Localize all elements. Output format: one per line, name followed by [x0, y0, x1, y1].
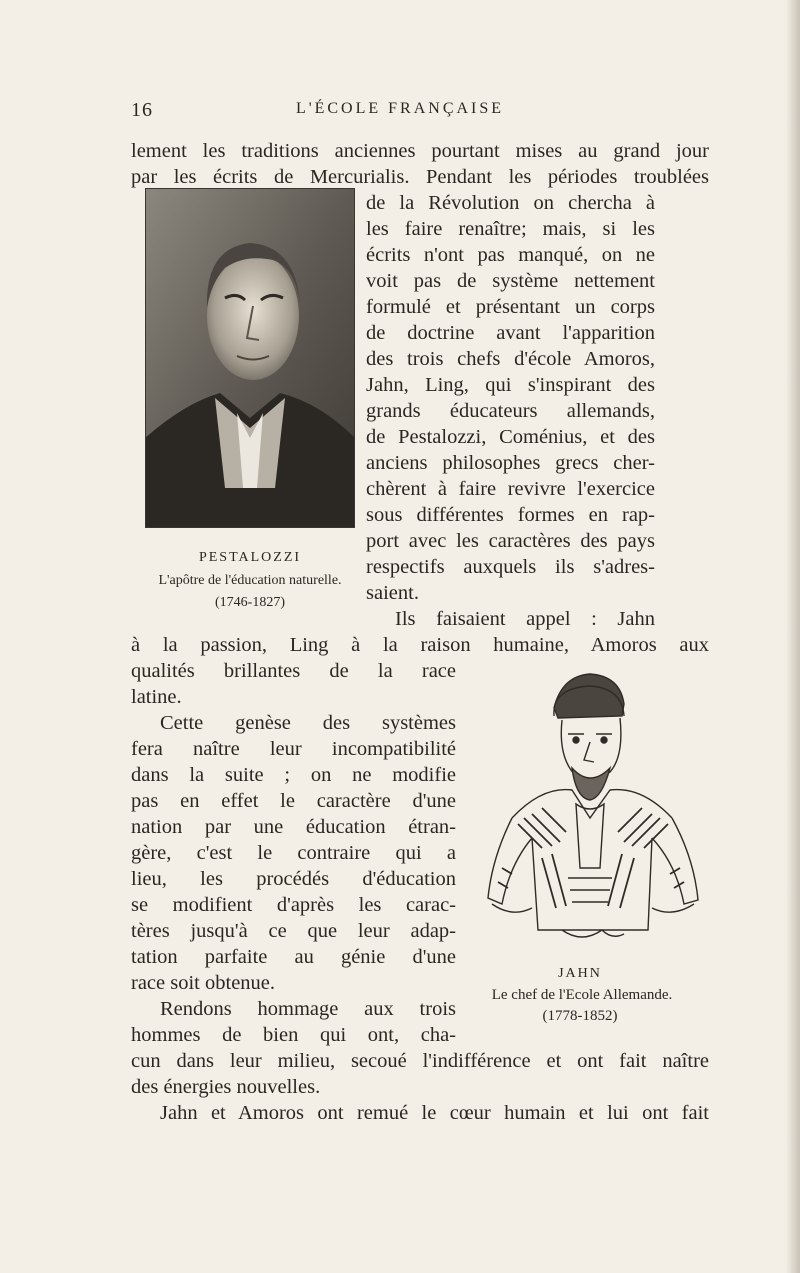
body-line: Jahn et Amoros ont remué le cœur humain et lui ont fait	[160, 1102, 709, 1124]
body-line: tation parfaite au génie d'une	[131, 946, 456, 968]
page-number: 16	[131, 99, 153, 121]
body-line: lement les traditions anciennes pourtant mises au grand jour	[131, 140, 709, 162]
pestalozzi-caption-description: L'apôtre de l'éducation naturelle.	[158, 573, 342, 588]
body-line: voit pas de système nettement	[366, 270, 655, 292]
body-line: de Pestalozzi, Coménius, et des	[366, 426, 655, 448]
body-line: lieu, les procédés d'éducation	[131, 868, 456, 890]
body-line: des énergies nouvelles.	[131, 1076, 321, 1098]
body-line: à la passion, Ling à la raison humaine, Amoros aux	[131, 634, 709, 656]
body-line: de doctrine avant l'apparition	[366, 322, 655, 344]
running-title: L'ÉCOLE FRANÇAISE	[295, 100, 505, 117]
body-line: se modifient d'après les carac-	[131, 894, 456, 916]
body-line: gère, c'est le contraire qui a	[131, 842, 456, 864]
body-line: pas en effet le caractère d'une	[131, 790, 456, 812]
body-line: qualités brillantes de la race	[131, 660, 456, 682]
body-line: tères jusqu'à ce que leur adap-	[131, 920, 456, 942]
body-line: Cette genèse des systèmes	[160, 712, 456, 734]
body-line: les faire renaître; mais, si les	[366, 218, 655, 240]
body-line: chèrent à faire revivre l'exercice	[366, 478, 655, 500]
pestalozzi-portrait	[145, 188, 355, 528]
body-line: formulé et présentant un corps	[366, 296, 655, 318]
body-line: race soit obtenue.	[131, 972, 276, 994]
body-line: de la Révolution on chercha à	[366, 192, 655, 214]
body-line: nation par une éducation étran-	[131, 816, 456, 838]
body-line: anciens philosophes grecs cher-	[366, 452, 655, 474]
body-line: saient.	[366, 582, 419, 604]
body-line: par les écrits de Mercurialis. Pendant les périodes troublées	[131, 166, 709, 188]
body-line: des trois chefs d'école Amoros,	[366, 348, 655, 370]
page-edge-shadow	[786, 0, 800, 1273]
pestalozzi-caption-dates: (1746-1827)	[215, 595, 285, 610]
jahn-portrait	[472, 668, 712, 950]
body-line: Ils faisaient appel : Jahn	[395, 608, 655, 630]
body-line: respectifs auxquels ils s'adres-	[366, 556, 655, 578]
body-line: Jahn, Ling, qui s'inspirant des	[366, 374, 655, 396]
body-line: port avec les caractères des pays	[366, 530, 655, 552]
jahn-caption-description: Le chef de l'Ecole Allemande.	[491, 987, 673, 1003]
body-line: Rendons hommage aux trois	[160, 998, 456, 1020]
body-line: dans la suite ; on ne modifie	[131, 764, 456, 786]
body-line: hommes de bien qui ont, cha-	[131, 1024, 456, 1046]
body-line: latine.	[131, 686, 182, 708]
pestalozzi-caption-name: PESTALOZZI	[198, 550, 302, 565]
jahn-caption-dates: (1778-1852)	[542, 1008, 618, 1024]
body-line: fera naître leur incompatibilité	[131, 738, 456, 760]
jahn-caption-name: JAHN	[558, 966, 602, 981]
body-line: sous différentes formes en rap-	[366, 504, 655, 526]
body-line: cun dans leur milieu, secoué l'indifférence et ont fait naître	[131, 1050, 709, 1072]
body-line: grands éducateurs allemands,	[366, 400, 655, 422]
body-line: écrits n'ont pas manqué, on ne	[366, 244, 655, 266]
